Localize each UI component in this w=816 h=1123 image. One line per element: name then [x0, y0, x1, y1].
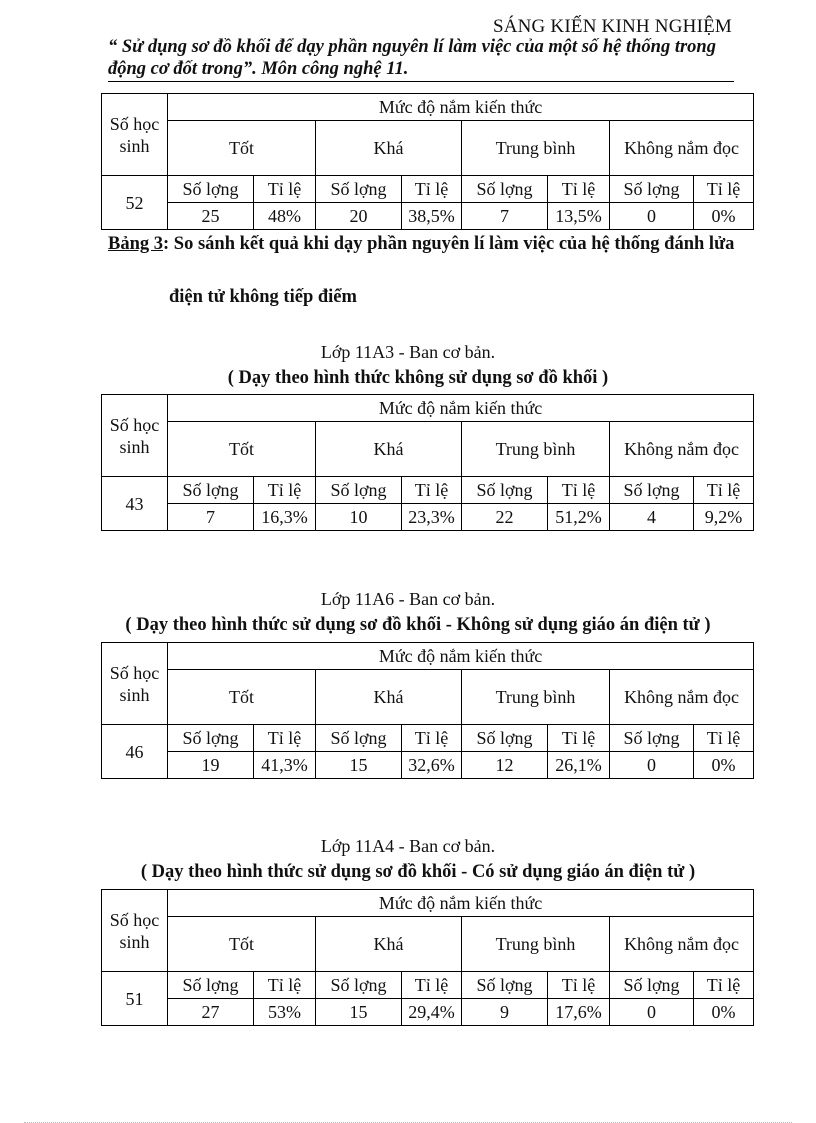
level-average: Trung bình: [462, 422, 610, 477]
level-average: Trung bình: [462, 670, 610, 725]
count-value: 0: [610, 752, 694, 779]
level-none: Không nắm đọc: [610, 422, 754, 477]
values-row: [102, 752, 754, 779]
level-good: Tốt: [168, 917, 316, 972]
count-value: 19: [168, 752, 254, 779]
ratio-value: 51,2%: [548, 504, 610, 531]
students-count: 46: [102, 725, 168, 779]
level-fair: Khá: [316, 917, 462, 972]
ratio-header: Tỉ lệ: [402, 176, 462, 203]
ratio-value: 0%: [694, 203, 754, 230]
count-header: Số lợng: [610, 477, 694, 504]
ratio-value: 38,5%: [402, 203, 462, 230]
count-value: 20: [316, 203, 402, 230]
level-good: Tốt: [168, 121, 316, 176]
ratio-value: 29,4%: [402, 999, 462, 1026]
count-value: 22: [462, 504, 548, 531]
level-header: Mức độ nắm kiến thức: [168, 643, 754, 670]
ratio-header: Tỉ lệ: [402, 477, 462, 504]
level-none: Không nắm đọc: [610, 917, 754, 972]
students-count: 51: [102, 972, 168, 1026]
count-value: 15: [316, 752, 402, 779]
level-header: Mức độ nắm kiến thức: [168, 395, 754, 422]
count-value: 25: [168, 203, 254, 230]
header-row: [102, 890, 754, 917]
students-header: Số học sinh: [102, 890, 168, 972]
level-good: Tốt: [168, 422, 316, 477]
students-count: 52: [102, 176, 168, 230]
level-fair: Khá: [316, 670, 462, 725]
table-caption: [108, 231, 748, 258]
results-table-2: [101, 394, 754, 531]
ratio-value: 41,3%: [254, 752, 316, 779]
ratio-header: Tỉ lệ: [694, 477, 754, 504]
ratio-header: Tỉ lệ: [402, 972, 462, 999]
count-value: 12: [462, 752, 548, 779]
count-header: Số lợng: [168, 477, 254, 504]
count-header: Số lợng: [462, 477, 548, 504]
ratio-header: Tỉ lệ: [548, 972, 610, 999]
header-row: [102, 643, 754, 670]
level-row: [102, 121, 754, 176]
ratio-header: Tỉ lệ: [694, 176, 754, 203]
count-value: 7: [462, 203, 548, 230]
ratio-value: 17,6%: [548, 999, 610, 1026]
count-value: 7: [168, 504, 254, 531]
count-header: Số lợng: [316, 725, 402, 752]
ratio-header: Tỉ lệ: [694, 725, 754, 752]
level-row: [102, 422, 754, 477]
method-label-11a4: ( Dạy theo hình thức sử dụng sơ đồ khối - Có sử dụng giáo án điện tử ): [140, 862, 696, 882]
header-row: [102, 94, 754, 121]
level-fair: Khá: [316, 422, 462, 477]
count-header: Số lợng: [316, 477, 402, 504]
ratio-value: 0%: [694, 999, 754, 1026]
results-table-3: [101, 642, 754, 779]
class-label-11a3: Lớp 11A3 - Ban cơ bản.: [320, 342, 496, 362]
ratio-value: 26,1%: [548, 752, 610, 779]
count-value: 0: [610, 999, 694, 1026]
values-row: [102, 999, 754, 1026]
level-none: Không nắm đọc: [610, 670, 754, 725]
method-label-11a3: ( Dạy theo hình thức không sử dụng sơ đồ khối ): [227, 368, 609, 388]
count-value: 15: [316, 999, 402, 1026]
caption-line-2: điện tử không tiếp điểm: [169, 287, 357, 307]
header-label: SÁNG KIẾN KINH NGHIỆM: [492, 16, 732, 37]
count-header: Số lợng: [316, 176, 402, 203]
caption-label: Bảng 3: [108, 234, 164, 254]
ratio-value: 9,2%: [694, 504, 754, 531]
level-fair: Khá: [316, 121, 462, 176]
caption-text: : So sánh kết quả khi dạy phần nguyên lí làm việc của hệ thống đánh lửa: [163, 234, 735, 254]
level-header: Mức độ nắm kiến thức: [168, 94, 754, 121]
students-count: 43: [102, 477, 168, 531]
count-header: Số lợng: [168, 972, 254, 999]
ratio-header: Tỉ lệ: [402, 725, 462, 752]
class-label-11a4: Lớp 11A4 - Ban cơ bản.: [320, 836, 496, 856]
level-none: Không nắm đọc: [610, 121, 754, 176]
ratio-value: 48%: [254, 203, 316, 230]
ratio-header: Tỉ lệ: [548, 477, 610, 504]
level-header: Mức độ nắm kiến thức: [168, 890, 754, 917]
values-row: [102, 203, 754, 230]
ratio-value: 32,6%: [402, 752, 462, 779]
count-value: 27: [168, 999, 254, 1026]
count-header: Số lợng: [462, 725, 548, 752]
subheader-row: [102, 477, 754, 504]
results-table-4: [101, 889, 754, 1026]
level-average: Trung bình: [462, 121, 610, 176]
ratio-header: Tỉ lệ: [254, 477, 316, 504]
count-value: 10: [316, 504, 402, 531]
count-header: Số lợng: [168, 725, 254, 752]
ratio-header: Tỉ lệ: [548, 176, 610, 203]
count-header: Số lợng: [462, 972, 548, 999]
level-row: [102, 670, 754, 725]
level-average: Trung bình: [462, 917, 610, 972]
count-value: 0: [610, 203, 694, 230]
students-header: Số học sinh: [102, 395, 168, 477]
count-header: Số lợng: [462, 176, 548, 203]
subheader-row: [102, 972, 754, 999]
ratio-value: 13,5%: [548, 203, 610, 230]
count-header: Số lợng: [168, 176, 254, 203]
count-header: Số lợng: [316, 972, 402, 999]
ratio-header: Tỉ lệ: [254, 972, 316, 999]
count-header: Số lợng: [610, 972, 694, 999]
values-row: [102, 504, 754, 531]
subheader-row: [102, 725, 754, 752]
ratio-value: 0%: [694, 752, 754, 779]
method-label-11a6: ( Dạy theo hình thức sử dụng sơ đồ khối - Không sử dụng giáo án điện tử ): [125, 615, 711, 635]
students-header: Số học sinh: [102, 94, 168, 176]
count-header: Số lợng: [610, 176, 694, 203]
ratio-header: Tỉ lệ: [694, 972, 754, 999]
level-row: [102, 917, 754, 972]
ratio-header: Tỉ lệ: [254, 176, 316, 203]
level-good: Tốt: [168, 670, 316, 725]
students-header: Số học sinh: [102, 643, 168, 725]
subheader-row: [102, 176, 754, 203]
count-header: Số lợng: [610, 725, 694, 752]
class-label-11a6: Lớp 11A6 - Ban cơ bản.: [320, 589, 496, 609]
ratio-header: Tỉ lệ: [548, 725, 610, 752]
ratio-value: 53%: [254, 999, 316, 1026]
header-row: [102, 395, 754, 422]
ratio-value: 16,3%: [254, 504, 316, 531]
results-table-1: [101, 93, 754, 230]
count-value: 9: [462, 999, 548, 1026]
count-value: 4: [610, 504, 694, 531]
ratio-header: Tỉ lệ: [254, 725, 316, 752]
ratio-value: 23,3%: [402, 504, 462, 531]
header-title: “ Sử dụng sơ đồ khối để dạy phần nguyên lí làm việc của một số hệ thống trong động cơ đốt trong”. Môn công nghệ 11.: [108, 36, 734, 82]
